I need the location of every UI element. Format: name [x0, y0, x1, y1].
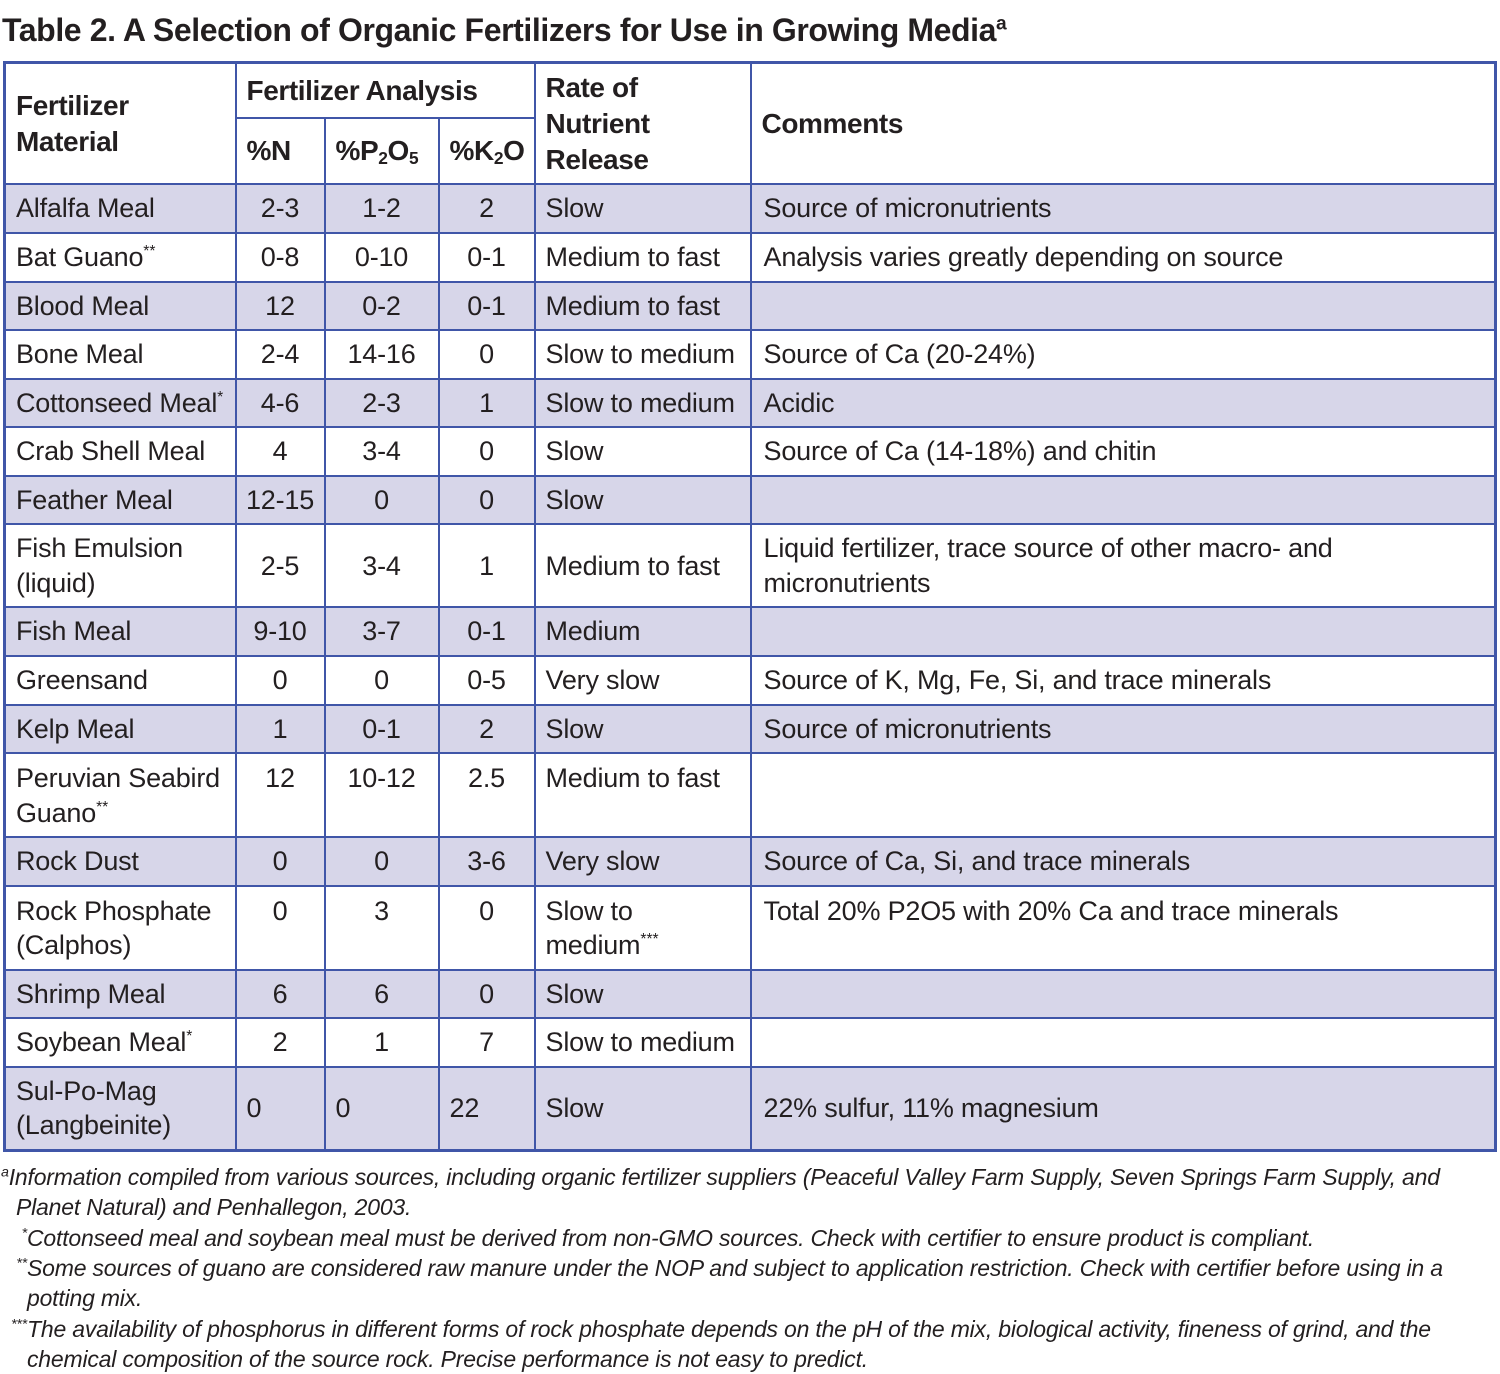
table-header: [5, 63, 1496, 185]
table-row: [5, 1067, 1496, 1151]
cell-percent-p2o5: 3-4: [325, 427, 439, 476]
footnote: *Cottonseed meal and soybean meal must be derived from non-GMO sources. Check with certifier to ensure product is compliant.: [1, 1223, 1500, 1253]
cell-fertilizer-material: Kelp Meal: [5, 705, 236, 754]
cell-rate-of-release: Medium to fast: [535, 282, 751, 331]
table-title: [2, 12, 1500, 49]
cell-rate-of-release: Slow to medium: [535, 379, 751, 428]
cell-comment: [751, 476, 1496, 525]
cell-comment: Source of micronutrients: [751, 184, 1496, 233]
cell-rate-of-release: Slow: [535, 184, 751, 233]
cell-comment: [751, 1018, 1496, 1067]
cell-comment: Liquid fertilizer, trace source of other macro- and micronutrients: [751, 524, 1496, 607]
cell-percent-k2o: 3-6: [439, 837, 535, 886]
cell-percent-k2o: 0: [439, 476, 535, 525]
table-row: [5, 524, 1496, 607]
table-row: [5, 656, 1496, 705]
cell-percent-k2o: 0-1: [439, 607, 535, 656]
cell-percent-n: 4: [236, 427, 325, 476]
cell-rate-of-release: Slow: [535, 1067, 751, 1151]
cell-percent-k2o: 0-5: [439, 656, 535, 705]
cell-rate-of-release: Medium to fast: [535, 753, 751, 837]
header-comments: Comments: [751, 63, 1496, 185]
cell-comment: [751, 607, 1496, 656]
cell-comment: [751, 753, 1496, 837]
cell-fertilizer-material: Cottonseed Meal*: [5, 379, 236, 428]
table-row: [5, 1018, 1496, 1067]
cell-comment: Analysis varies greatly depending on source: [751, 233, 1496, 282]
cell-rate-of-release: Slow: [535, 476, 751, 525]
cell-rate-of-release: Medium to fast: [535, 233, 751, 282]
cell-percent-n: 6: [236, 970, 325, 1019]
cell-percent-n: 0: [236, 886, 325, 970]
cell-comment: Source of Ca (20-24%): [751, 330, 1496, 379]
cell-fertilizer-material: Shrimp Meal: [5, 970, 236, 1019]
cell-fertilizer-material: Rock Phosphate (Calphos): [5, 886, 236, 970]
cell-percent-p2o5: 3-4: [325, 524, 439, 607]
cell-percent-n: 0: [236, 1067, 325, 1151]
table-row: [5, 970, 1496, 1019]
cell-fertilizer-material: Bone Meal: [5, 330, 236, 379]
footnote-marker: ***: [10, 1316, 27, 1333]
cell-percent-k2o: 1: [439, 379, 535, 428]
cell-fertilizer-material: Feather Meal: [5, 476, 236, 525]
cell-rate-of-release: Slow to medium: [535, 330, 751, 379]
footnote: $^a$Information compiled from various sources, including organic fertilizer suppliers (Peaceful Valley Farm Supply, Seven Springs Farm Supply, and Planet Natural) and Penhallegon, 2003.: [1, 1163, 1440, 1221]
header-rate-of-nutrient-release: Rate of Nutrient Release: [535, 63, 751, 185]
table-row: [5, 427, 1496, 476]
cell-percent-n: 12-15: [236, 476, 325, 525]
cell-fertilizer-material: Alfalfa Meal: [5, 184, 236, 233]
cell-rate-of-release: Slow: [535, 970, 751, 1019]
cell-percent-n: 2-4: [236, 330, 325, 379]
cell-fertilizer-material: Bat Guano**: [5, 233, 236, 282]
header-percent-p2o5: $\%P_2O_5$: [325, 118, 439, 184]
cell-percent-p2o5: 0: [325, 476, 439, 525]
cell-percent-p2o5: 0: [325, 656, 439, 705]
cell-percent-n: 4-6: [236, 379, 325, 428]
cell-percent-p2o5: 0-1: [325, 705, 439, 754]
cell-fertilizer-material: Peruvian Seabird Guano**: [5, 753, 236, 837]
cell-rate-of-release: Very slow: [535, 837, 751, 886]
cell-percent-k2o: 7: [439, 1018, 535, 1067]
table-row: [5, 184, 1496, 233]
cell-rate-of-release: Slow: [535, 427, 751, 476]
cell-rate-of-release: Medium to fast: [535, 524, 751, 607]
cell-percent-k2o: 0: [439, 886, 535, 970]
cell-comment: Source of Ca, Si, and trace minerals: [751, 837, 1496, 886]
cell-rate-of-release: Slow to medium***: [535, 886, 751, 970]
footnote: ***The availability of phosphorus in different forms of rock phosphate depends on the pH of the mix, biological activity, fineness of grind, and the chemical composition of the source rock. Precise performance is not easy to predict.: [1, 1314, 1500, 1374]
footnote-marker: *: [21, 1225, 27, 1242]
cell-percent-n: 0: [236, 837, 325, 886]
table-row: [5, 753, 1496, 837]
cell-percent-p2o5: 1-2: [325, 184, 439, 233]
header-percent-k2o: $\%K_2O$: [439, 118, 535, 184]
cell-fertilizer-material: Greensand: [5, 656, 236, 705]
table-row: [5, 886, 1496, 970]
table-title-footnote-marker: a: [996, 13, 1007, 35]
cell-percent-p2o5: 14-16: [325, 330, 439, 379]
cell-percent-n: 9-10: [236, 607, 325, 656]
header-fertilizer-analysis-group: Fertilizer Analysis: [236, 63, 535, 119]
cell-percent-p2o5: 2-3: [325, 379, 439, 428]
cell-percent-k2o: 2: [439, 705, 535, 754]
header-percent-n: %N: [236, 118, 325, 184]
footnote-marker: **: [16, 1255, 27, 1272]
cell-percent-k2o: 2.5: [439, 753, 535, 837]
cell-fertilizer-material: Blood Meal: [5, 282, 236, 331]
cell-percent-p2o5: 0: [325, 1067, 439, 1151]
cell-percent-k2o: 0: [439, 427, 535, 476]
cell-comment: Source of micronutrients: [751, 705, 1496, 754]
cell-rate-of-release: Very slow: [535, 656, 751, 705]
cell-percent-n: 12: [236, 282, 325, 331]
cell-percent-n: 1: [236, 705, 325, 754]
cell-percent-n: 0: [236, 656, 325, 705]
cell-percent-p2o5: 6: [325, 970, 439, 1019]
cell-fertilizer-material: Fish Meal: [5, 607, 236, 656]
table-row: [5, 379, 1496, 428]
cell-percent-p2o5: 3-7: [325, 607, 439, 656]
cell-percent-n: 2: [236, 1018, 325, 1067]
cell-comment: 22% sulfur, 11% magnesium: [751, 1067, 1496, 1151]
table-row: [5, 282, 1496, 331]
cell-percent-p2o5: 3: [325, 886, 439, 970]
cell-percent-n: 12: [236, 753, 325, 837]
cell-fertilizer-material: Sul-Po-Mag (Langbeinite): [5, 1067, 236, 1151]
table-row: [5, 705, 1496, 754]
cell-fertilizer-material: Fish Emulsion (liquid): [5, 524, 236, 607]
footnote-marker: a: [1, 1164, 9, 1181]
cell-percent-n: 0-8: [236, 233, 325, 282]
cell-percent-k2o: 0-1: [439, 282, 535, 331]
footnote: **Some sources of guano are considered raw manure under the NOP and subject to application restriction. Check with certifier before using in a potting mix.: [1, 1253, 1500, 1314]
cell-comment: Source of K, Mg, Fe, Si, and trace minerals: [751, 656, 1496, 705]
cell-comment: [751, 282, 1496, 331]
cell-percent-p2o5: 10-12: [325, 753, 439, 837]
table-body: [5, 184, 1496, 1150]
cell-rate-of-release: Slow: [535, 705, 751, 754]
cell-rate-of-release: Medium: [535, 607, 751, 656]
table-row: [5, 330, 1496, 379]
header-fertilizer-material: Fertilizer Material: [5, 63, 236, 185]
cell-percent-k2o: 22: [439, 1067, 535, 1151]
cell-rate-of-release: Slow to medium: [535, 1018, 751, 1067]
fertilizer-table: [3, 61, 1497, 1152]
cell-percent-p2o5: 0-2: [325, 282, 439, 331]
footnotes: [1, 1162, 1500, 1374]
table-row: [5, 837, 1496, 886]
cell-comment: Acidic: [751, 379, 1496, 428]
table-row: [5, 233, 1496, 282]
cell-percent-n: 2-5: [236, 524, 325, 607]
cell-percent-k2o: 0: [439, 330, 535, 379]
cell-comment: Total 20% P2O5 with 20% Ca and trace minerals: [751, 886, 1496, 970]
table-row: [5, 476, 1496, 525]
cell-fertilizer-material: Soybean Meal*: [5, 1018, 236, 1067]
cell-percent-k2o: 0-1: [439, 233, 535, 282]
table-row: [5, 607, 1496, 656]
cell-percent-n: 2-3: [236, 184, 325, 233]
cell-fertilizer-material: Crab Shell Meal: [5, 427, 236, 476]
cell-percent-k2o: 1: [439, 524, 535, 607]
cell-comment: Source of Ca (14-18%) and chitin: [751, 427, 1496, 476]
cell-percent-p2o5: 0-10: [325, 233, 439, 282]
cell-percent-p2o5: 1: [325, 1018, 439, 1067]
cell-percent-k2o: 0: [439, 970, 535, 1019]
table-title-text: Table 2. A Selection of Organic Fertilizers for Use in Growing Media: [2, 12, 997, 48]
cell-percent-p2o5: 0: [325, 837, 439, 886]
cell-comment: [751, 970, 1496, 1019]
cell-percent-k2o: 2: [439, 184, 535, 233]
cell-fertilizer-material: Rock Dust: [5, 837, 236, 886]
